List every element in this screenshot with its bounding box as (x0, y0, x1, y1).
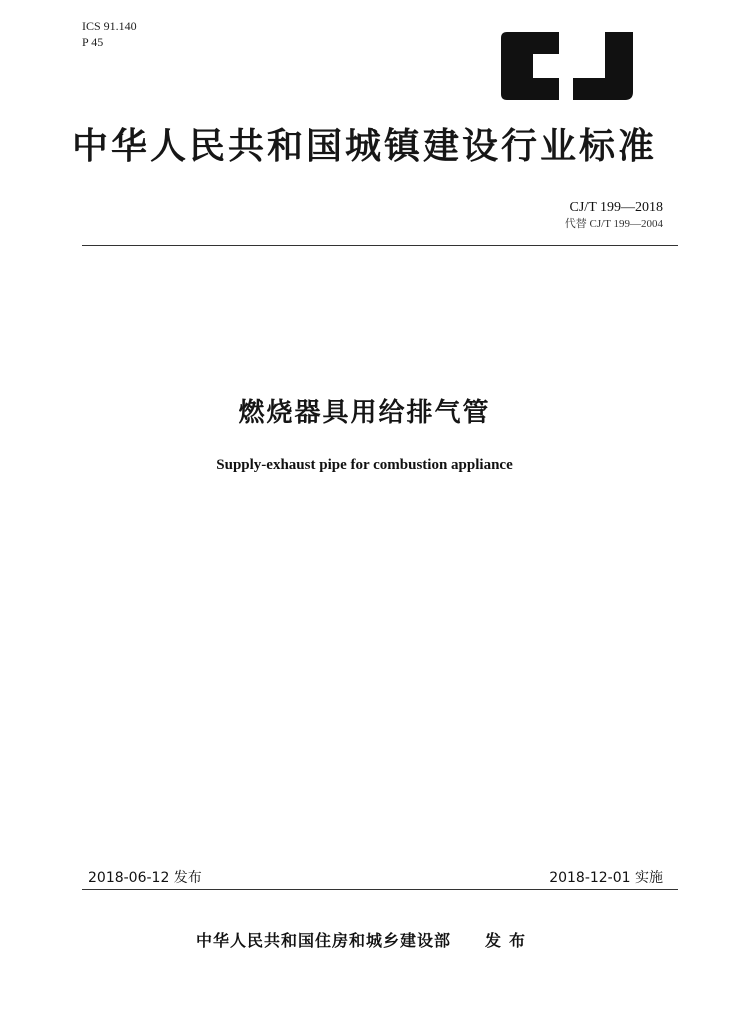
standard-number-block (565, 200, 663, 232)
footer-divider (82, 889, 678, 890)
standard-number: CJ/T 199—2018 (569, 200, 663, 215)
issue-date: 2018-06-12 发布 (88, 870, 202, 886)
publisher-org: 中华人民共和国住房和城乡建设部 (195, 931, 451, 950)
classification-codes (82, 18, 137, 50)
publisher-line (0, 928, 729, 951)
publish-action: 发布 (485, 931, 534, 950)
ics-code: ICS 91.140 (82, 19, 137, 33)
document-title-zh: 燃烧器具用给排气管 (238, 398, 491, 428)
replaced-standard: 代替 CJ/T 199—2004 (564, 218, 663, 230)
implementation-date: 2018-12-01 实施 (549, 870, 663, 886)
ccs-code: P 45 (82, 35, 104, 49)
document-title-en: Supply-exhaust pipe for combustion appliance (216, 457, 513, 473)
cj-logo (497, 32, 637, 100)
header-divider (82, 245, 678, 246)
issuing-standard-category: 中华人民共和国城镇建设行业标准 (71, 126, 657, 167)
